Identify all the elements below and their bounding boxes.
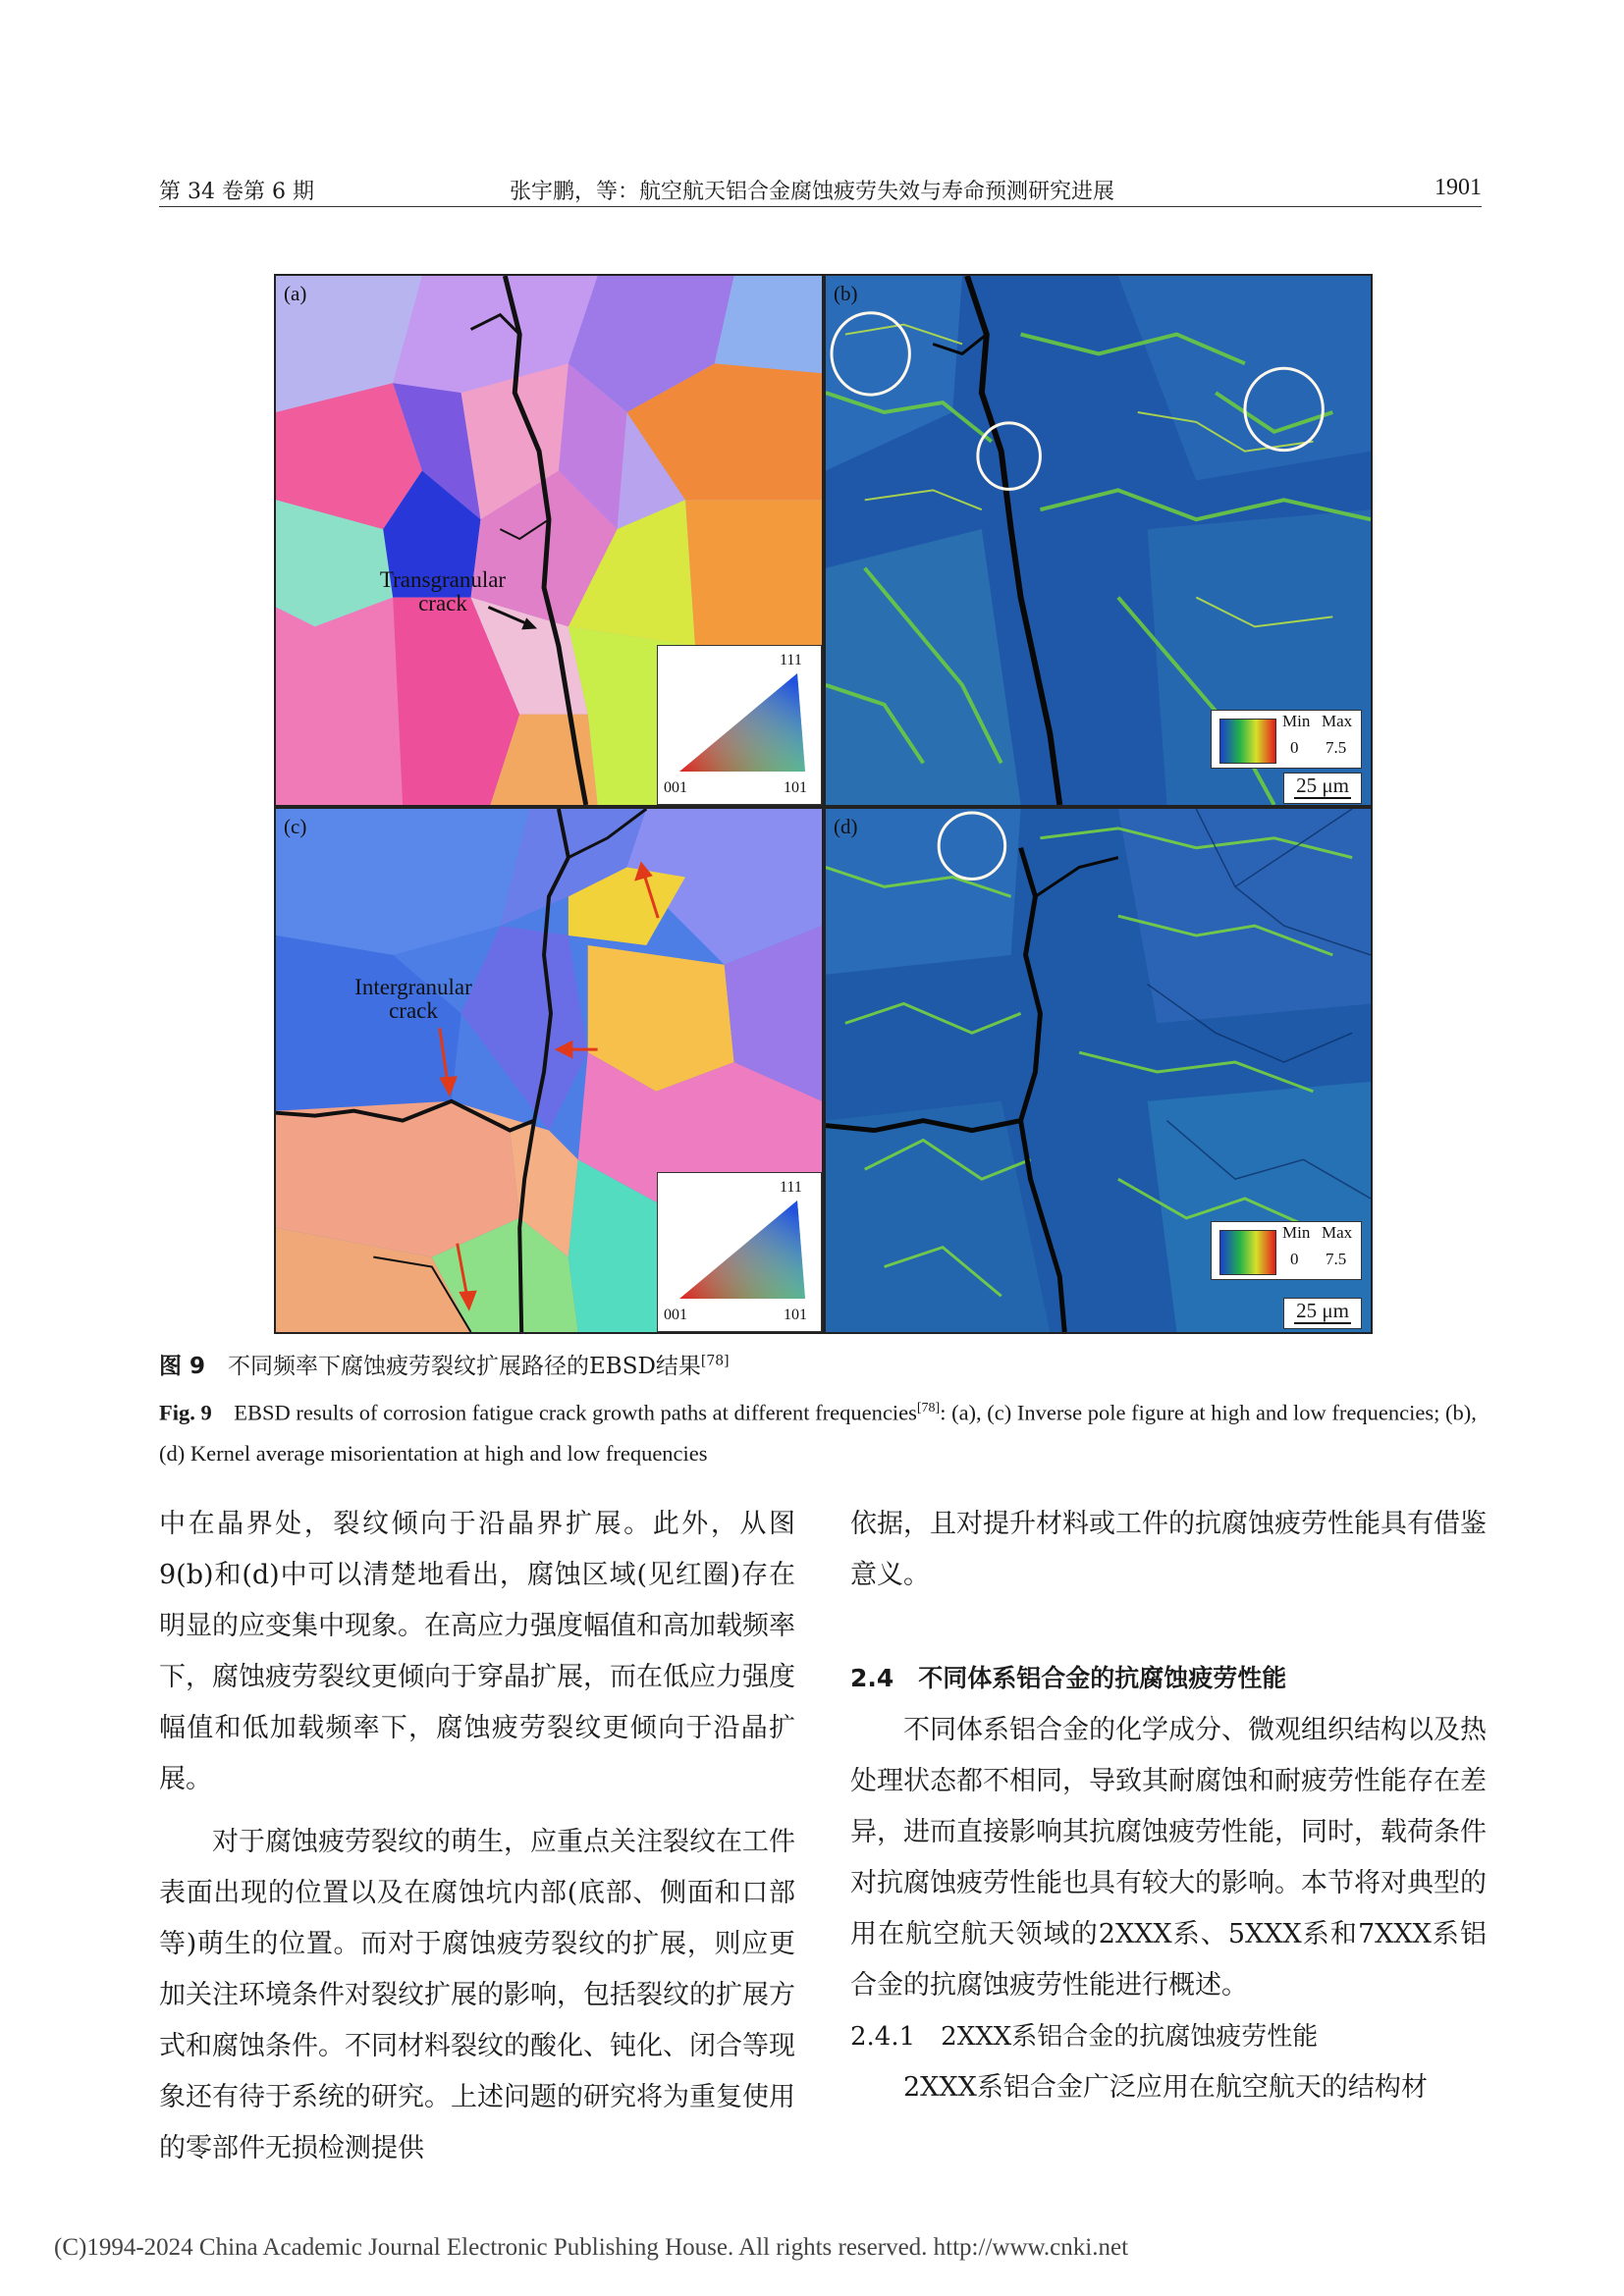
kam-colorbar <box>1219 1230 1276 1275</box>
body-paragraph: 不同体系铝合金的化学成分、微观组织结构以及热处理状态都不相同，导致其耐腐蚀和耐疲劳性能存在差异，进而直接影响其抗腐蚀疲劳性能，同时，载荷条件对抗腐蚀疲劳性能也具有较大的影响。本节将对典型的用在航空航天领域的2XXX系、5XXX系和7XXX系铝合金的抗腐蚀疲劳性能进行概述。 <box>850 1715 1487 2001</box>
copyright-footer: (C)1994-2024 China Academic Journal Electronic Publishing House. All rights reserved. http://www.cnki.net <box>54 2234 1129 2261</box>
legend-max-value: 7.5 <box>1326 1250 1347 1268</box>
panel-b-kam-map <box>824 274 1373 807</box>
panel-b-label: (b) <box>834 282 858 305</box>
figure-caption-cn <box>159 1348 730 1380</box>
ipf-111-label: 111 <box>780 652 802 668</box>
ipf-101-label: 101 <box>784 779 807 796</box>
body-paragraph: 2XXX系铝合金广泛应用在航空航天的结构材 <box>903 2072 1428 2103</box>
scale-bar-b <box>1283 773 1362 804</box>
scale-bar-label: 25 μm <box>1296 774 1349 797</box>
caption-en-label: Fig. 9 <box>159 1400 212 1425</box>
caption-cn-text: 不同频率下腐蚀疲劳裂纹扩展路径的EBSD结果 <box>228 1354 701 1379</box>
running-header-volume: 第 34 卷第 6 期 <box>159 180 314 204</box>
panel-c-label: (c) <box>284 815 307 838</box>
body-paragraph: 中在晶界处，裂纹倾向于沿晶界扩展。此外，从图9(b)和(d)中可以清楚地看出，腐蚀区域(见红圈)存在明显的应变集中现象。在高应力强度幅值和高加载频率下，腐蚀疲劳裂纹更倾向于穿晶扩展，而在低应力强度幅值和低加载频率下，腐蚀疲劳裂纹更倾向于沿晶扩展。 <box>159 1509 795 1794</box>
legend-min-label: Min <box>1282 1223 1311 1242</box>
annotation-line-2: crack <box>418 591 467 615</box>
annotation-line-2: crack <box>389 998 438 1023</box>
intergranular-crack-annotation <box>315 976 512 1023</box>
legend-max-value: 7.5 <box>1326 738 1347 757</box>
legend-max-label: Max <box>1322 712 1353 730</box>
transgranular-crack-annotation <box>335 568 551 615</box>
body-paragraph: 对于腐蚀疲劳裂纹的萌生，应重点关注裂纹在工件表面出现的位置以及在腐蚀坑内部(底部、侧面和口部等)萌生的位置。而对于腐蚀疲劳裂纹的扩展，则应更加关注环境条件对裂纹扩展的影响，包括裂纹的扩展方式和腐蚀条件。不同材料裂纹的酸化、钝化、闭合等现象还有待于系统的研究。上述问题的研究将为重复使用的零部件无损检测提供 <box>159 1827 795 2163</box>
caption-cn-ref: [78] <box>700 1353 730 1369</box>
kam-legend-b <box>1211 710 1362 769</box>
caption-en-text-1: EBSD results of corrosion fatigue crack growth paths at different frequencies <box>234 1400 917 1425</box>
ipf-101-label: 101 <box>784 1307 807 1323</box>
ipf-001-label: 001 <box>664 779 687 796</box>
annotation-line-1: Transgranular <box>379 567 507 592</box>
scale-bar-label: 25 μm <box>1296 1299 1349 1322</box>
ipf-111-label: 111 <box>780 1179 802 1196</box>
caption-en-text-2: : (a), (c) Inverse pole figure at high and low frequencies; (b), (d) Kernel average misorientation at high and low frequencies <box>159 1400 1477 1466</box>
panel-a-label: (a) <box>284 282 307 305</box>
panel-a-ipf-map <box>274 274 824 807</box>
legend-min-value: 0 <box>1290 1250 1299 1268</box>
ipf-color-key-c <box>657 1172 822 1332</box>
legend-min-label: Min <box>1282 712 1311 730</box>
legend-min-value: 0 <box>1290 738 1299 757</box>
section-heading: 2.4 不同体系铝合金的抗腐蚀疲劳性能 <box>850 1664 1287 1692</box>
panel-d-label: (d) <box>834 815 858 838</box>
caption-en-ref: [78] <box>916 1401 941 1415</box>
panel-c-ipf-map <box>274 807 824 1334</box>
annotation-line-1: Intergranular <box>354 975 472 999</box>
legend-max-label: Max <box>1322 1223 1353 1242</box>
panel-d-kam-map <box>824 807 1373 1334</box>
caption-cn-label: 图 9 <box>159 1354 206 1379</box>
running-header-title: 张宇鹏，等：航空航天铝合金腐蚀疲劳失效与寿命预测研究进展 <box>509 180 1114 204</box>
subsection-heading: 2.4.1 2XXX系铝合金的抗腐蚀疲劳性能 <box>850 2022 1319 2052</box>
body-column-left <box>159 1499 795 2174</box>
figure-caption-en <box>159 1388 1483 1473</box>
kam-legend-d <box>1211 1221 1362 1280</box>
ipf-color-key-a <box>657 645 822 805</box>
body-paragraph: 依据，且对提升材料或工件的抗腐蚀疲劳性能具有借鉴意义。 <box>850 1509 1487 1590</box>
ipf-001-label: 001 <box>664 1307 687 1323</box>
page-number: 1901 <box>1435 175 1482 200</box>
header-rule <box>159 206 1482 207</box>
body-column-right <box>850 1499 1487 2113</box>
scale-bar-d <box>1283 1298 1362 1329</box>
kam-colorbar <box>1219 719 1276 764</box>
